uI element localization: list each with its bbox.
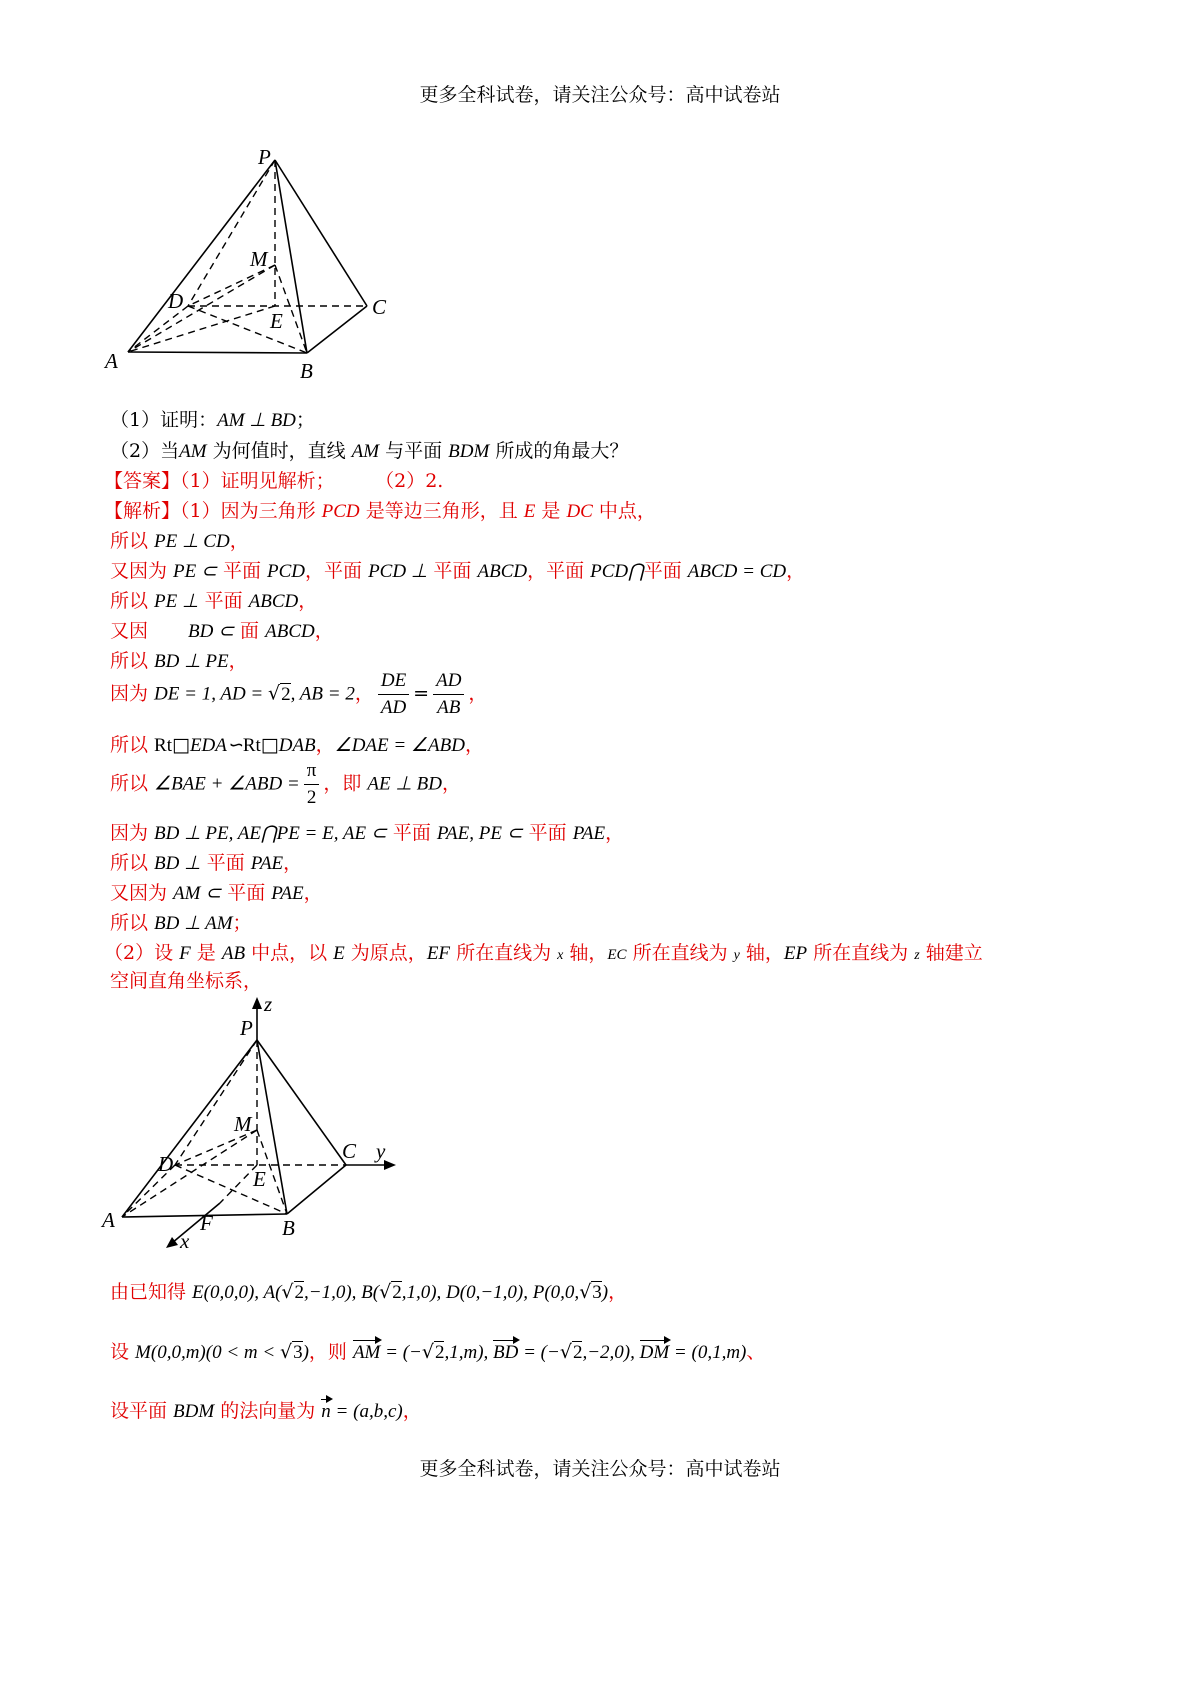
fig2-label-c: C (342, 1139, 357, 1163)
solution-line-8: 所以 Rt□EDA∽Rt□DAB，∠DAE = ∠ABD， (110, 734, 484, 756)
solution-line-15: 空间直角坐标系， (110, 970, 263, 992)
fig1-label-m: M (250, 247, 268, 271)
solution-line-17: 设 M(0,0,m)(0 < m < √3)，则 AM = (−√2,1,m), BD = (−√2,−2,0), DM = (0,1,m)、 (110, 1341, 766, 1363)
solution-line-13: 所以 BD ⊥ AM； (110, 912, 252, 934)
solution-line-11: 所以 BD ⊥ 平面 PAE， (110, 852, 303, 874)
page-footer: 更多全科试卷，请关注公众号：高中试卷站 (419, 1458, 781, 1480)
fig2-label-x: x (180, 1229, 190, 1253)
solution-line-4: 所以 PE ⊥ 平面 ABCD， (110, 590, 318, 612)
solution-line-9: 所以 ∠BAE + ∠ABD = $\frac{\pi}{2}$ ，即 AE ⊥ BD， (110, 760, 462, 808)
solution-line-7: 因为 DE = 1, AD = √2, AB = 2， $\frac{DE}{AD}$ = $\frac{AD}{AB}$ ， (110, 670, 488, 718)
solution-line-3: 又因为 PE ⊂ 平面 PCD，平面 PCD ⊥ 平面 ABCD，平面 PCD⋂平面 ABCD = CD， (110, 560, 806, 582)
solution-line-10: 因为 BD ⊥ PE, AE⋂PE = E, AE ⊂ 平面 PAE, PE ⊂ 平面 PAE， (110, 822, 625, 844)
page-header: 更多全科试卷，请关注公众号：高中试卷站 (419, 84, 781, 106)
pyramid-figure-2 (100, 995, 410, 1255)
fig2-label-y: y (376, 1139, 386, 1163)
fig1-label-c: C (372, 295, 387, 319)
pyramid-figure-1 (100, 140, 420, 390)
solution-line-16: 由已知得 E(0,0,0), A(√2,−1,0), B(√2,1,0), D(0,−1,0), P(0,0,√3)， (110, 1281, 628, 1303)
fig2-label-d: D (158, 1152, 174, 1176)
fig2-label-a: A (102, 1208, 115, 1232)
fig2-label-e: E (253, 1167, 266, 1191)
fig1-label-e: E (270, 309, 283, 333)
fig1-label-b: B (300, 359, 313, 383)
fig1-label-p: P (258, 145, 271, 169)
solution-line-6: 所以 BD ⊥ PE， (110, 650, 248, 672)
solution-line-14: （2）设 F 是 AB 中点，以 E 为原点，EF 所在直线为 x 轴，EC 所在直线为 y 轴，EP 所在直线为 z 轴建立 (104, 942, 983, 964)
solution-line-12: 又因为 AM ⊂ 平面 PAE， (110, 882, 323, 904)
fig2-label-f: F (200, 1211, 213, 1235)
fig2-label-z: z (264, 995, 273, 1016)
solution-line-18: 设平面 BDM 的法向量为 n = (a,b,c)， (110, 1400, 422, 1422)
solution-line-2: 所以 PE ⊥ CD， (110, 530, 249, 552)
fig1-label-d: D (168, 289, 184, 313)
solution-line-5: 又因 BD ⊂ 面 ABCD， (110, 620, 334, 642)
fig1-label-a: A (105, 349, 118, 373)
fig2-label-p: P (240, 1016, 253, 1040)
answer-line: 【答案】（1）证明见解析； （2）2. (104, 470, 444, 492)
solution-line-1: 【解析】（1）因为三角形 PCD 是等边三角形，且 E 是 DC 中点， (104, 500, 656, 522)
question-2: （2）当AM 为何值时，直线 AM 与平面 BDM 所成的角最大？ (110, 440, 629, 462)
question-1: （1）证明：AM ⊥ BD； (110, 409, 315, 431)
fig2-label-m: M (234, 1112, 252, 1136)
fig2-label-b: B (282, 1216, 295, 1240)
